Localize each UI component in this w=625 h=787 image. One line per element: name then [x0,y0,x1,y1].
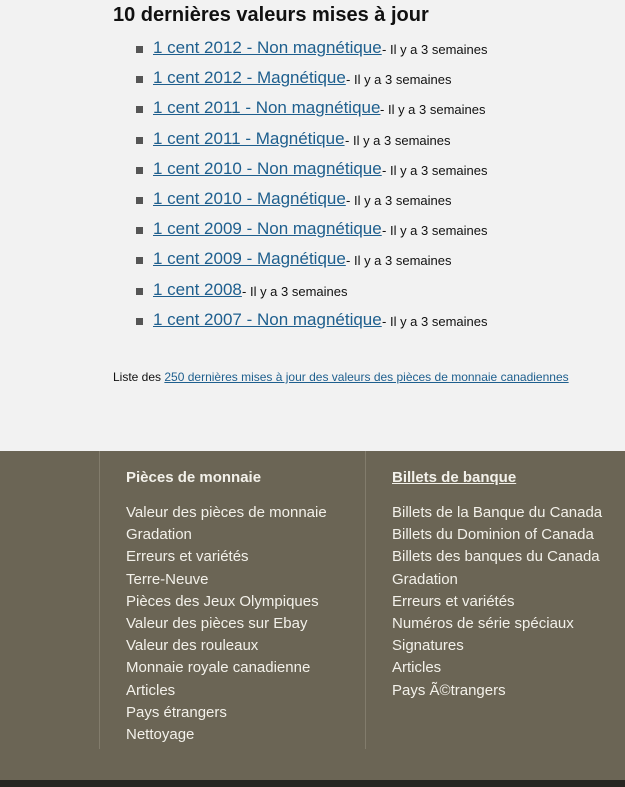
update-link[interactable]: 1 cent 2010 - Non magnétique [153,158,382,178]
time-separator: - [380,102,388,118]
square-bullet-icon [136,197,143,204]
time-separator: - [346,72,354,88]
all-updates-link[interactable]: 250 dernières mises à jour des valeurs des pièces de monnaie canadiennes [164,370,569,384]
update-link[interactable]: 1 cent 2012 - Non magnétique [153,38,382,57]
footer [0,451,625,780]
footer-link[interactable]: Erreurs et variétés [392,592,515,610]
banknotes-heading[interactable]: Billets de banque [392,469,517,486]
update-time-wrap [346,249,452,273]
update-time-wrap [382,310,488,334]
update-time: Il y a 3 semaines [353,72,452,88]
update-time: Il y a 3 semaines [389,223,488,239]
time-separator: - [382,223,390,239]
list-item [0,157,625,187]
footer-link[interactable]: Nettoyage [126,725,195,743]
footer-link[interactable]: Erreurs et variétés [126,548,249,566]
update-time-wrap [346,68,452,92]
square-bullet-icon [136,167,143,174]
bottom-bar [0,780,625,787]
list-item [0,308,625,338]
footer-link[interactable]: Billets du Dominion of Canada [392,526,594,544]
banknotes-links [392,502,602,702]
square-bullet-icon [136,76,143,83]
update-link[interactable]: 1 cent 2008 [153,279,242,299]
list-item [0,247,625,277]
list-item [0,278,625,308]
update-link[interactable]: 1 cent 2011 - Magnétique [153,128,345,148]
update-link[interactable]: 1 cent 2010 - Magnétique [153,188,346,208]
section-title: 10 dernières valeurs mises à jour [113,4,429,26]
update-time: Il y a 3 semaines [389,313,488,329]
update-time-wrap [382,38,488,62]
time-separator: - [345,132,353,148]
updates-list [0,36,625,338]
update-time: Il y a 3 semaines [353,192,452,208]
footer-link[interactable]: Billets des banques du Canada [392,548,600,566]
update-link[interactable]: 1 cent 2011 - Non magnétique [153,98,381,118]
footer-coins-column [126,469,327,746]
footer-link[interactable]: Terre-Neuve [126,570,209,588]
footer-banknotes-column [392,469,602,702]
time-separator: - [242,283,250,299]
footer-link[interactable]: Valeur des pièces de monnaie [126,504,327,521]
footer-divider [365,451,366,749]
square-bullet-icon [136,318,143,325]
update-time-wrap [242,280,348,304]
update-time-wrap [382,219,488,243]
square-bullet-icon [136,257,143,264]
footer-link[interactable]: Signatures [392,637,464,655]
list-item [0,187,625,217]
update-time: Il y a 3 semaines [389,42,488,57]
update-time: Il y a 3 semaines [352,132,451,148]
footer-link[interactable]: Articles [126,681,176,699]
footer-link[interactable]: Monnaie royale canadienne [126,659,311,677]
time-separator: - [382,162,390,178]
list-item [0,217,625,247]
footer-link[interactable]: Pièces des Jeux Olympiques [126,592,319,610]
update-time-wrap [380,98,486,122]
time-separator: - [346,192,354,208]
square-bullet-icon [136,137,143,144]
list-item [0,66,625,96]
update-link[interactable]: 1 cent 2009 - Magnétique [153,249,346,269]
list-item [0,96,625,126]
footer-link[interactable]: Valeur des pièces sur Ebay [126,614,308,632]
list-item [0,36,625,66]
time-separator: - [382,42,390,57]
footer-link[interactable]: Valeur des rouleaux [126,637,259,655]
footer-link[interactable]: Gradation [126,526,192,544]
all-updates-line [113,370,569,384]
footer-link[interactable]: Pays étrangers [126,703,227,721]
update-time: Il y a 3 semaines [353,253,452,269]
update-link[interactable]: 1 cent 2012 - Magnétique [153,68,346,88]
coins-heading: Pièces de monnaie [126,469,262,486]
footer-link[interactable]: Articles [392,659,442,677]
footer-divider [99,451,100,749]
time-separator: - [382,313,390,329]
square-bullet-icon [136,288,143,295]
footer-link[interactable]: Gradation [392,570,458,588]
all-updates-prefix: Liste des [113,370,162,384]
list-item [0,127,625,157]
square-bullet-icon [136,227,143,234]
update-time-wrap [345,129,451,153]
footer-link[interactable]: Billets de la Banque du Canada [392,504,603,521]
square-bullet-icon [136,106,143,113]
update-link[interactable]: 1 cent 2007 - Non magnétique [153,309,382,329]
time-separator: - [346,253,354,269]
update-time-wrap [382,159,488,183]
update-time-wrap [346,189,452,213]
footer-link[interactable]: Pays Ã©trangers [392,681,506,699]
update-time: Il y a 3 semaines [389,162,488,178]
update-time: Il y a 3 semaines [249,283,348,299]
footer-link[interactable]: Numéros de série spéciaux [392,614,574,632]
update-link[interactable]: 1 cent 2009 - Non magnétique [153,219,382,239]
square-bullet-icon [136,46,143,53]
update-time: Il y a 3 semaines [387,102,486,118]
coins-links [126,502,327,746]
